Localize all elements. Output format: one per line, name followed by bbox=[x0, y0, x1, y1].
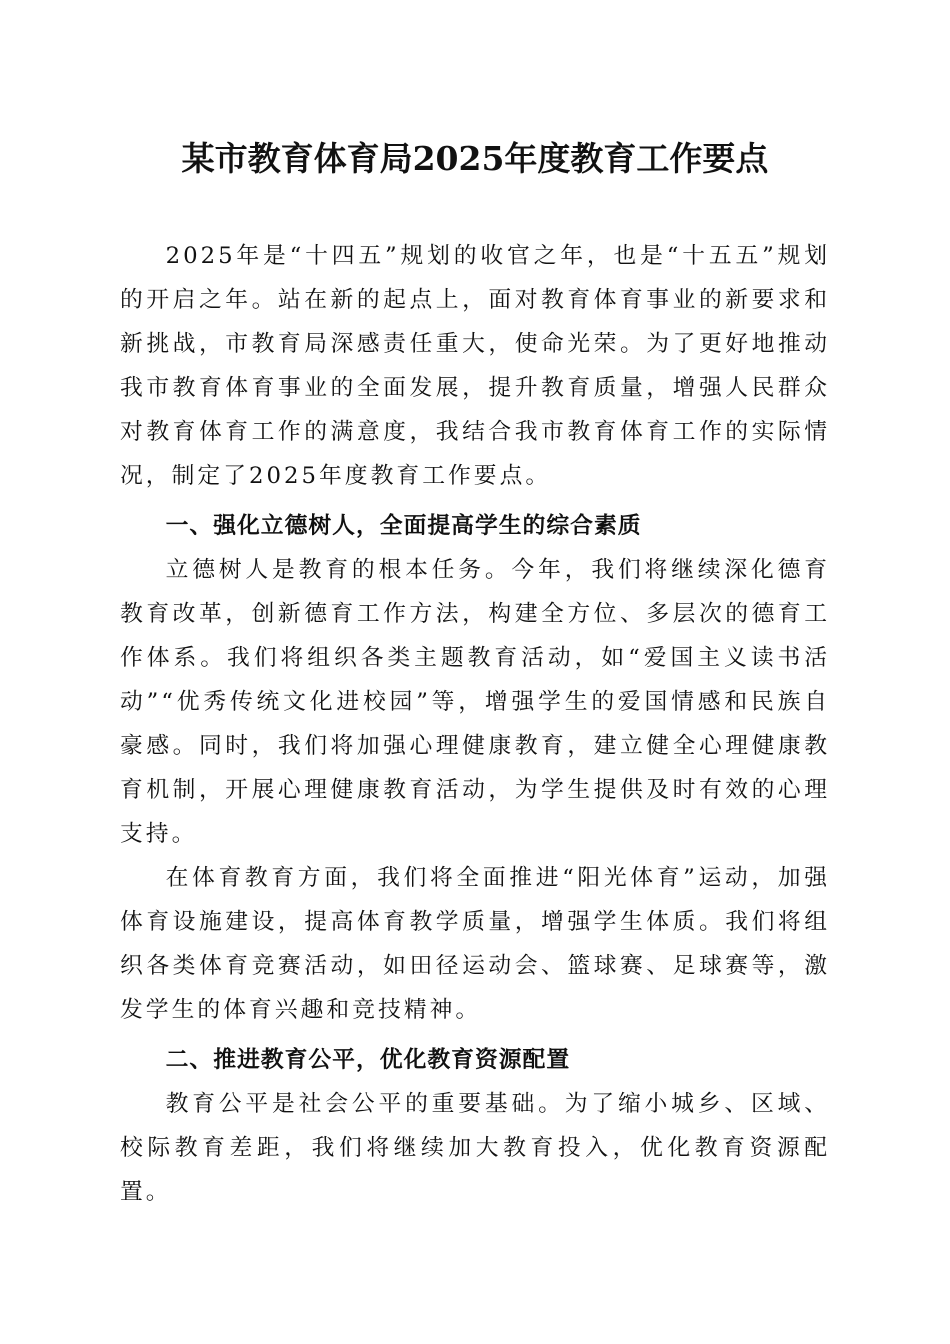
section-1-paragraph-1: 立德树人是教育的根本任务。今年，我们将继续深化德育教育改革，创新德育工作方法，构建全方位、多层次的德育工作体系。我们将组织各类主题教育活动，如“爱国主义读书活动”“优秀传统文化进校园”等，增强学生的爱国情感和民族自豪感。同时，我们将加强心理健康教育，建立健全心理健康教育机制，开展心理健康教育活动，为学生提供及时有效的心理支持。 bbox=[120, 557, 830, 847]
section-heading-1: 一、强化立德树人，全面提高学生的综合素质 bbox=[165, 513, 642, 539]
section-1-paragraph-2: 在体育教育方面，我们将全面推进“阳光体育”运动，加强体育设施建设，提高体育教学质量，增强学生体质。我们将组织各类体育竞赛活动，如田径运动会、篮球赛、足球赛等，激发学生的体育兴趣和竞技精神。 bbox=[120, 865, 830, 1023]
document-title: 某市教育体育局2025年度教育工作要点 bbox=[181, 139, 769, 178]
document-body bbox=[120, 234, 830, 1214]
section-heading-2: 二、推进教育公平，优化教育资源配置 bbox=[165, 1047, 571, 1073]
intro-paragraph: 2025年是“十四五”规划的收官之年，也是“十五五”规划的开启之年。站在新的起点上，面对教育体育事业的新要求和新挑战，市教育局深感责任重大，使命光荣。为了更好地推动我市教育体育事业的全面发展，提升教育质量，增强人民群众对教育体育工作的满意度，我结合我市教育体育工作的实际情况，制定了2025年度教育工作要点。 bbox=[120, 243, 830, 489]
section-2-paragraph-1: 教育公平是社会公平的重要基础。为了缩小城乡、区域、校际教育差距，我们将继续加大教育投入，优化教育资源配置。 bbox=[120, 1091, 830, 1205]
